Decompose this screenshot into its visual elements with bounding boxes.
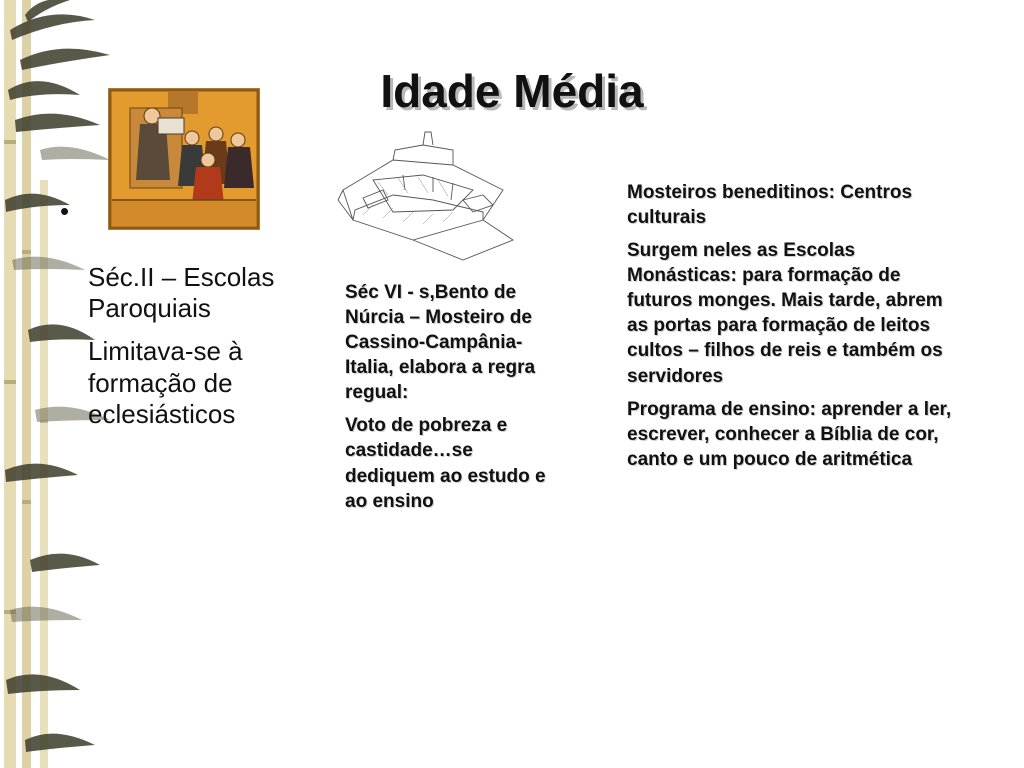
left-text-column	[88, 262, 318, 442]
bullet-marker: •	[60, 196, 70, 226]
left-paragraph-2: Limitava-se à formação de eclesiásticos	[88, 336, 243, 429]
right-text-column	[627, 180, 957, 480]
middle-text-column	[345, 280, 565, 522]
right-paragraph-2: Surgem neles as Escolas Monásticas: para formação de futuros monges. Mais tarde, abrem as portas para formação de leitos cultos – filhos de reis e também os servidores	[627, 240, 943, 387]
monastery-sketch	[333, 120, 523, 268]
left-paragraph-1: Séc.II – Escolas Paroquiais	[88, 262, 275, 324]
teacher-illustration	[108, 88, 260, 230]
middle-paragraph-1: Séc VI - s,Bento de Núrcia – Mosteiro de Cassino-Campânia- Italia, elabora a regra regual:	[345, 282, 536, 404]
right-paragraph-3: Programa de ensino: aprender a ler, escrever, conhecer a Bíblia de cor, canto e um pouco de aritmética	[627, 398, 952, 470]
middle-paragraph-2: Voto de pobreza e castidade…se dediquem ao estudo e ao ensino	[345, 415, 546, 512]
right-paragraph-1: Mosteiros beneditinos: Centros culturais	[627, 182, 913, 229]
slide-title: Idade Média	[380, 65, 644, 117]
